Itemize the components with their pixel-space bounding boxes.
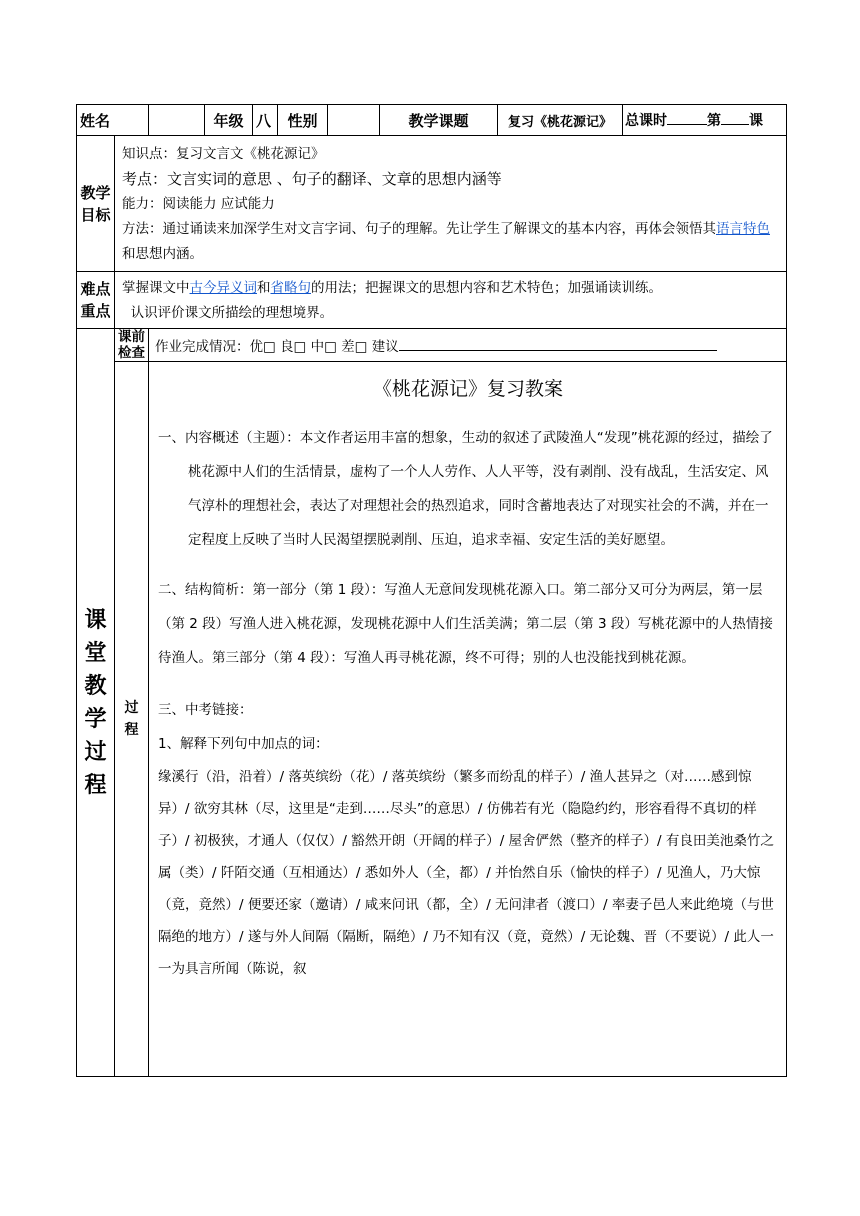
course-value: 复习《桃花源记》 — [498, 105, 623, 136]
pre-class-check-label — [115, 329, 149, 362]
goals-side-label — [77, 136, 115, 272]
grade-value: 八 — [253, 105, 278, 136]
course-label: 教学课题 — [380, 105, 498, 136]
difficulty-text-b: 和 — [257, 280, 271, 296]
gender-value[interactable] — [328, 105, 380, 136]
check-label-line1: 课前 — [118, 329, 145, 345]
exercise-1-heading: 1、解释下列句中加点的词： — [158, 736, 329, 752]
content-summary-section: 一、内容概述（主题）：本文作者运用丰富的想象，生动的叙述了武陵渔人“发现”桃花源的经过，描绘了桃花源中人们的生活情景，虚构了一个人人劳作、人人平等，没有剥削、没有战乱，生活安定、风气淳朴的理想社会，表达了对理想社会的热烈追求，同时含蓄地表达了对现实社会的不满，并在一定程度上反映了当时人民渴望摆脱剥削、压迫，追求幸福、安定生活的美好愿望。 — [158, 430, 773, 548]
method-text: 方法：通过诵读来加深学生对文言字词、句子的理解。先让学生了解课文的基本内容，再体会领悟其 — [122, 221, 716, 237]
difficulty-text-a: 掌握课文中 — [122, 280, 190, 296]
check-row — [77, 329, 787, 362]
gender-label: 性别 — [278, 105, 328, 136]
homework-check-content — [149, 329, 787, 362]
class-process-char-2: 堂 — [84, 640, 107, 666]
class-process-char-1: 课 — [84, 607, 107, 633]
exam-link-heading: 三、中考链接： — [158, 702, 253, 718]
ability-goal: 能力：阅读能力 应试能力 — [122, 196, 275, 212]
method-suffix: 和思想内涵。 — [122, 246, 203, 262]
grade-label: 年级 — [205, 105, 253, 136]
total-hours-blank[interactable] — [667, 110, 707, 125]
lesson-number-label: 第 — [707, 113, 722, 129]
header-row — [77, 105, 787, 136]
goals-row — [77, 136, 787, 272]
suggestion-blank[interactable] — [399, 336, 717, 351]
lesson-number-blank[interactable] — [721, 110, 749, 125]
total-hours-label: 总课时 — [625, 113, 668, 129]
difficulty-content — [115, 272, 787, 329]
lesson-plan-table — [76, 104, 787, 1077]
vocabulary-list: 缘溪行（沿，沿着）/ 落英缤纷（花）/ 落英缤纷（繁多而纷乱的样子）/ 渔人甚异之（对……感到惊异）/ 欲穷其林（尽，这里是“走到……尽头”的意思）/ 仿佛若有光（隐隐约约，形容看得不真切的样子）/ 初极狭，才通人（仅仅）/ 豁然开朗（开阔的样子）/ 屋舍俨然（整齐的样子）/ 有良田美池桑竹之属（类）/ 阡陌交通（互相通达）/ 悉如外人（全，都）/ 并怡然自乐（愉快的样子）/ 见渔人，乃大惊（竟，竟然）/ 便要还家（邀请）/ 咸来问讯（都，全）/ 无问津者（渡口）/ 率妻子邑人来此绝境（与世隔绝的地方）/ 遂与外人间隔（隔断，隔绝）/ 乃不知有汉（竟，竟然）/ 无论魏、晋（不要说）/ 此人一一为具言所闻（陈说，叙 — [158, 769, 774, 977]
class-process-char-4: 学 — [84, 706, 107, 732]
ancient-modern-words-link[interactable]: 古今异义词 — [189, 280, 257, 296]
goals-content — [115, 136, 787, 272]
name-value[interactable] — [149, 105, 205, 136]
homework-check-text: 作业完成情况：优□ 良□ 中□ 差□ 建议 — [155, 339, 399, 355]
difficulty-side-label-line1: 难点 — [80, 280, 111, 298]
process-sub-label-line2: 程 — [124, 722, 139, 738]
total-hours-cell — [623, 105, 787, 136]
process-row — [77, 362, 787, 1077]
knowledge-point: 知识点：复习文言文《桃花源记》 — [122, 146, 325, 162]
process-sub-label-line1: 过 — [124, 700, 139, 716]
difficulty-line-1 — [122, 276, 780, 301]
process-sub-label — [115, 362, 149, 1077]
class-process-char-3: 教 — [84, 673, 107, 699]
structure-analysis-section: 二、结构简析：第一部分（第 1 段）：写渔人无意间发现桃花源入口。第二部分又可分为两层，第一层（第 2 段）写渔人进入桃花源，发现桃花源中人们生活美满；第二层（第 3 段）写桃花源中的人热情接待渔人。第三部分（第 4 段）：写渔人再寻桃花源，终不可得；别的人也没能找到桃花源。 — [158, 582, 773, 666]
process-content — [149, 362, 787, 1077]
method-goal — [122, 217, 780, 267]
review-plan-title: 《桃花源记》复习教案 — [373, 378, 564, 400]
difficulty-side-label — [77, 272, 115, 329]
lesson-plan-document — [76, 104, 786, 1077]
difficulty-side-label-line2: 重点 — [80, 302, 111, 320]
check-label-line2: 检查 — [118, 345, 145, 361]
exam-points: 考点：文言实词的意思 、句子的翻译、文章的思想内涵等 — [122, 170, 502, 188]
class-process-char-5: 过 — [84, 739, 107, 765]
ellipsis-sentence-link[interactable]: 省略句 — [270, 280, 311, 296]
goals-side-label-line1: 教学 — [80, 183, 111, 202]
goals-side-label-line2: 目标 — [80, 205, 111, 224]
lesson-unit-label: 课 — [749, 113, 764, 129]
class-process-char-6: 程 — [84, 772, 107, 798]
difficulty-text-c: 的用法；把握课文的思想内容和艺术特色；加强诵读训练。 — [311, 280, 662, 296]
language-feature-link[interactable]: 语言特色 — [716, 221, 770, 237]
class-process-side-label — [77, 329, 115, 1077]
difficulty-row — [77, 272, 787, 329]
name-label: 姓名 — [77, 105, 149, 136]
difficulty-line-2: 认识评价课文所描绘的理想境界。 — [122, 305, 334, 321]
